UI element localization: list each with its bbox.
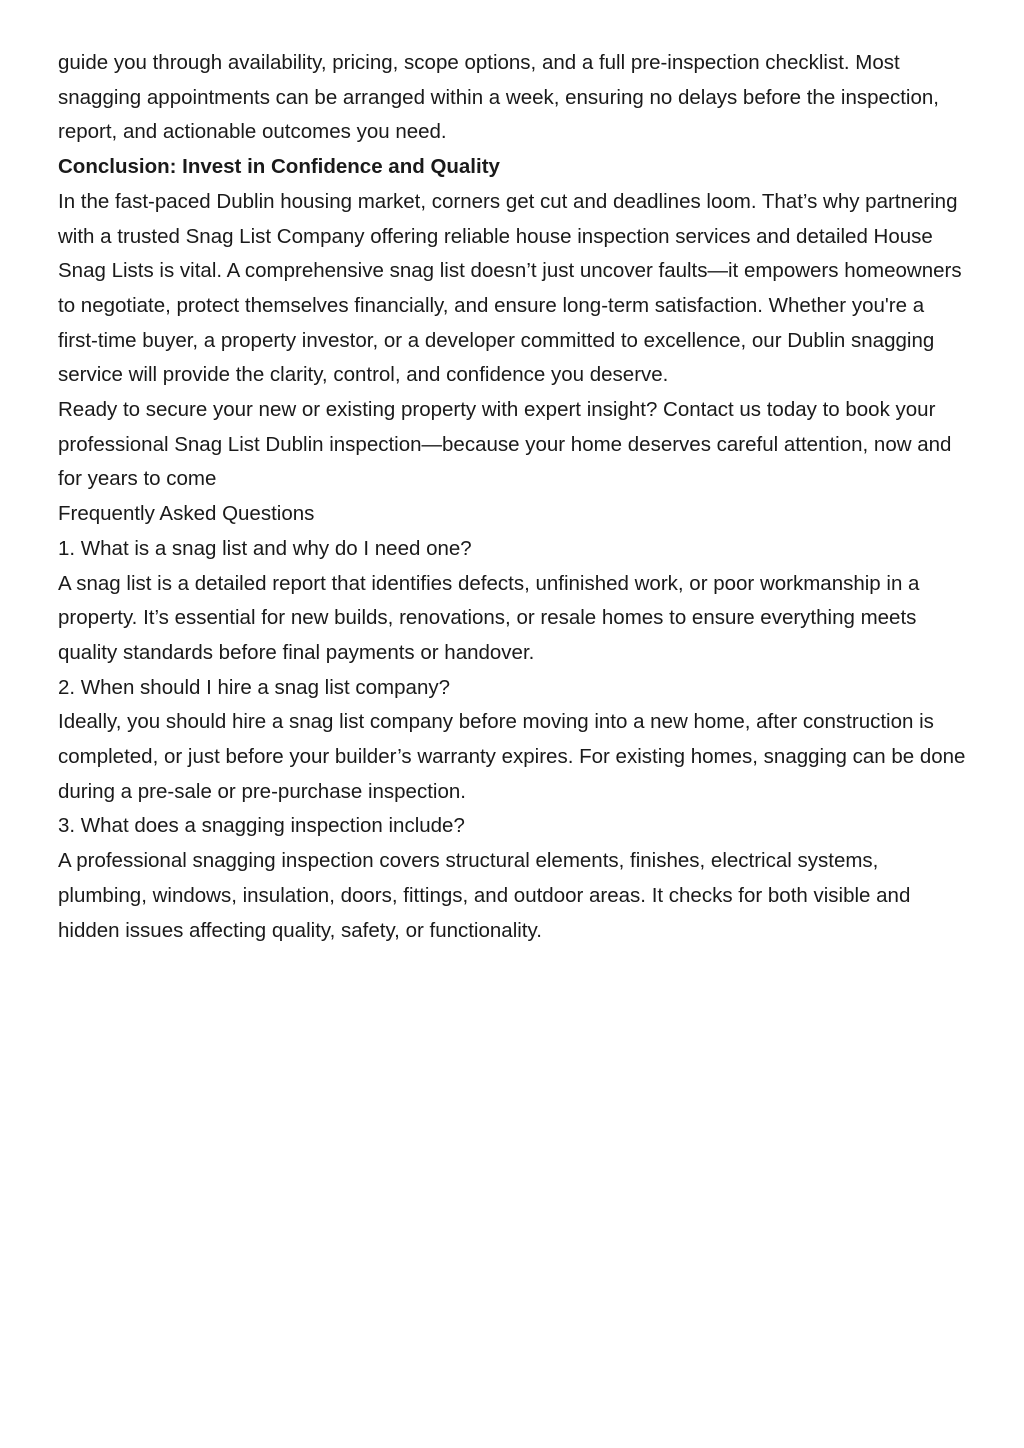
document-page: [58, 46, 968, 948]
faq-question-1: 1. What is a snag list and why do I need one?: [58, 536, 472, 560]
faq-answer-3: A professional snagging inspection covers structural elements, finishes, electrical systems, plumbing, windows, insulation, doors, fittings, and outdoor areas. It checks for both visible and hidden issues affecting quality, safety, or functionality.: [58, 849, 911, 942]
conclusion-heading: Conclusion: Invest in Confidence and Quality: [58, 155, 500, 179]
faq-question-3: 3. What does a snagging inspection include?: [58, 814, 465, 838]
faq-heading: Frequently Asked Questions: [58, 502, 315, 526]
faq-answer-2: Ideally, you should hire a snag list company before moving into a new home, after construction is completed, or just before your builder’s warranty expires. For existing homes, snagging can be done during a pre-sale or pre-purchase inspection.: [58, 710, 966, 803]
cta-paragraph: Ready to secure your new or existing property with expert insight? Contact us today to book your professional Snag List Dublin inspection—because your home deserves careful attention, now and for years to come: [58, 398, 952, 491]
conclusion-paragraph: In the fast-paced Dublin housing market, corners get cut and deadlines loom. That’s why partnering with a trusted Snag List Company offering reliable house inspection services and detailed House Snag Lists is vital. A comprehensive snag list doesn’t just uncover faults—it empowers homeowners to negotiate, protect themselves financially, and ensure long-term satisfaction. Whether you're a first-time buyer, a property investor, or a developer committed to excellence, our Dublin snagging service will provide the clarity, control, and confidence you deserve.: [58, 189, 962, 387]
faq-answer-1: A snag list is a detailed report that identifies defects, unfinished work, or poor workmanship in a property. It’s essential for new builds, renovations, or resale homes to ensure everything meets quality standards before final payments or handover.: [58, 571, 920, 664]
intro-paragraph: guide you through availability, pricing, scope options, and a full pre-inspection checklist. Most snagging appointments can be arranged within a week, ensuring no delays before the inspection, report, and actionable outcomes you need.: [58, 51, 939, 144]
faq-question-2: 2. When should I hire a snag list company?: [58, 675, 450, 699]
